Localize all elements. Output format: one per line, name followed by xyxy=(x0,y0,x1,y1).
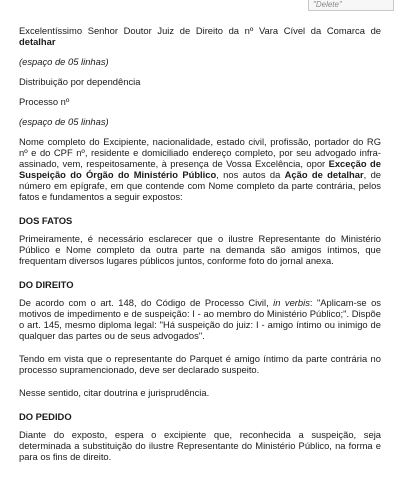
salutation xyxy=(19,25,381,47)
law-paragraph: Nesse sentido, citar doutrina e jurisprudência. xyxy=(19,387,210,398)
facts-paragraph: Primeiramente, é necessário esclarecer que o ilustre Representante do Ministério Público e Nome completo da outra parte na demanda são amigos íntimos, que frequentam diversos lugares públicos juntos, conforme foto do jornal anexa. xyxy=(19,233,381,266)
law-text: : "Aplicam-se os motivos de impedimento e de suspeição: I - ao membro do Ministério Público;". Dispõe o art. 145, mesmo diploma legal: "Há suspeição do juiz: I - amigo íntimo ou inimigo de qualquer das partes ou de seus advogados". xyxy=(19,297,381,341)
salutation-text: Excelentíssimo Senhor Doutor Juiz de Direito da nº Vara Cível da Comarca de xyxy=(19,25,381,36)
exception-title: Exceção de Suspeição do Órgão do Ministério Público xyxy=(19,158,381,180)
law-paragraph xyxy=(19,297,381,341)
process-number-line: Processo nº xyxy=(19,96,70,107)
law-text: De acordo com o art. 148, do Código de Processo Civil, xyxy=(19,297,274,308)
legal-document xyxy=(19,25,381,462)
section-heading-law: DO DIREITO xyxy=(19,279,74,290)
section-heading-request: DO PEDIDO xyxy=(19,411,72,422)
law-paragraph: Tendo em vista que o representante do Parquet é amigo íntimo da parte contrária no processo supramencionado, deve ser declarado suspeito. xyxy=(19,353,381,375)
space-note: (espaço de 05 linhas) xyxy=(19,56,109,67)
action-title: Ação de detalhar xyxy=(284,169,364,180)
request-paragraph: Diante do exposto, espera o excipiente que, reconhecida a suspeição, seja determinada a substituição do ilustre Representante do Ministério Público, na forma e para os fins de direito. xyxy=(19,429,381,462)
intro-paragraph xyxy=(19,136,381,202)
in-verbis-text: in verbis xyxy=(273,297,310,308)
delete-button[interactable]: "Delete" xyxy=(308,0,394,11)
salutation-detail: detalhar xyxy=(19,36,56,47)
intro-text: , nos autos da xyxy=(216,169,285,180)
distribution-line: Distribuição por dependência xyxy=(19,76,141,87)
section-heading-facts: DOS FATOS xyxy=(19,215,73,226)
intro-text: , de número em epígrafe, em que contende com Nome completo da parte contrária, pelos fatos e fundamentos a seguir expostos: xyxy=(19,169,382,202)
intro-text: Nome completo do Excipiente, nacionalidade, estado civil, profissão, portador do RG nº e do CPF nº, residente e domiciliado endereço completo, por seu advogado infra-assinado, vem, respeitosamente, à presença de Vossa Excelência, opor xyxy=(19,136,381,169)
space-note: (espaço de 05 linhas) xyxy=(19,116,109,127)
